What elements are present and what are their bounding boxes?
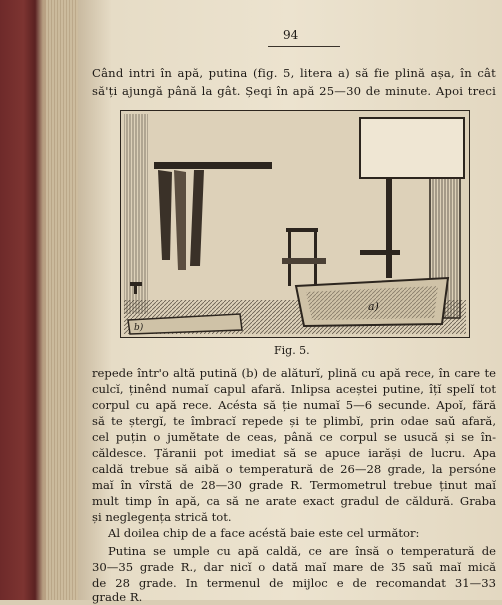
label-tub-b: b) [134, 323, 144, 333]
body-line-4: să te ștergĭ, te îmbracĭ repede și te plimbĭ, prin odae saŭ afară, [92, 414, 496, 428]
paragraph-2: Al doilea chip de a face acéstă baie este cel următor: [108, 526, 420, 540]
body-line-2: culcĭ, ținênd numaĭ capul afară. Inlipsa aceștei putine, îțĭ spelĭ tot [92, 382, 496, 396]
body-line-7: caldă trebue să aibă o temperatură de 26—28 grade, la persóne [92, 462, 496, 476]
intro-line-2: să'ți ajungă până la gât. Șeqi în apă 25—30 de minute. Apoi treci [92, 84, 496, 98]
label-tub-a: a) [368, 300, 379, 313]
body-line-6: căldesce. Țăranii pot imediat să se apuce iarăși de lucru. Apa [92, 446, 496, 460]
figure-caption: Fig. 5. [274, 344, 310, 357]
body-line-5: cel puțin o jumĕtate de ceas, până ce corpul se usucă și se în- [92, 430, 496, 444]
paragraph-3-line-2: 30—35 grade R., dar nicĭ o dată maĭ mare de 35 saŭ maĭ mică [92, 560, 496, 574]
intro-line-1: Când intri în apă, putina (fig. 5, litera a) să fie plină așa, în cât [92, 66, 496, 80]
paragraph-3-line-4: grade R. [92, 590, 143, 604]
body-line-10: și neglegența strică tot. [92, 510, 232, 524]
page-number: 94 [283, 28, 299, 42]
page-edges [46, 0, 78, 600]
body-line-9: mult timp în apă, ca să ne arate exact gradul de căldură. Graba [92, 494, 496, 508]
bath-illustration [120, 110, 470, 338]
paragraph-3-line-1: Putina se umple cu apă caldă, ce are însă o temperatură de [108, 544, 496, 558]
body-line-3: corpul cu apă rece. Acésta să ție numaĭ 5—6 secunde. Apoĭ, fără [92, 398, 496, 412]
book-page [78, 0, 502, 604]
body-line-8: maĭ în vîrstă de 28—30 grade R. Termometrul trebue ținut maĭ [92, 478, 496, 492]
body-line-1: repede într'o altă putină (b) de alăturĭ, plină cu apă rece, în care te [92, 366, 496, 380]
paragraph-3-line-3: de 28 grade. In termenul de mijloc e de recomandat 31—33 [92, 576, 496, 590]
header-rule [268, 46, 340, 47]
